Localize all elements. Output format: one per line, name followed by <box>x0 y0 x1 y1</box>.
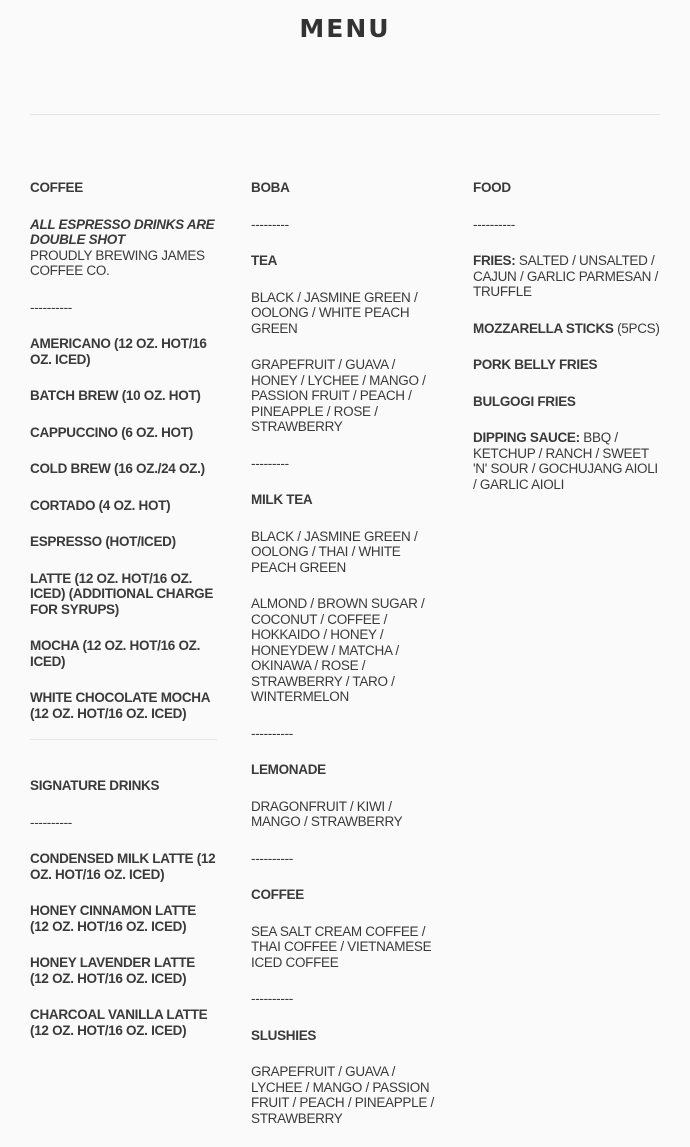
menu-item-charcoal-vanilla-latte: CHARCOAL VANILLA LATTE (12 OZ. HOT/16 OZ. ICED) <box>30 1007 208 1038</box>
fries-label: FRIES: <box>473 253 516 268</box>
menu-item-honey-lavender-latte: HONEY LAVENDER LATTE (12 OZ. HOT/16 OZ. ICED) <box>30 955 196 986</box>
coffee-separator: ---------- <box>30 299 72 315</box>
tea-flavors: GRAPEFRUIT / GUAVA / HONEY / LYCHEE / MANGO / PASSION FRUIT / PEACH / PINEAPPLE / ROSE / STRAWBERRY <box>251 357 426 434</box>
brewing-note-1: PROUDLY BREWING JAMES <box>30 247 205 263</box>
coffee-column <box>30 180 217 1059</box>
boba-coffee-flavors: SEA SALT CREAM COFFEE / THAI COFFEE / VIETNAMESE ICED COFFEE <box>251 923 432 970</box>
menu-item-cold-brew: COLD BREW (16 OZ./24 OZ.) <box>30 461 205 476</box>
boba-separator-5: ---------- <box>251 991 293 1006</box>
food-column <box>473 180 661 513</box>
menu-item-white-chocolate-mocha: WHITE CHOCOLATE MOCHA (12 OZ. HOT/16 OZ. ICED) <box>30 690 210 721</box>
milk-tea-heading: MILK TEA <box>251 492 313 507</box>
boba-separator-4: ---------- <box>251 850 293 866</box>
lemonade-heading: LEMONADE <box>251 762 326 777</box>
espresso-note-italic-1: ALL ESPRESSO DRINKS ARE <box>30 216 215 232</box>
menu-item-mocha: MOCHA (12 OZ. HOT/16 OZ. ICED) <box>30 638 201 669</box>
boba-column <box>251 180 441 1147</box>
lemonade-flavors: DRAGONFRUIT / KIWI / MANGO / STRAWBERRY <box>251 798 403 829</box>
menu-item-cappuccino: CAPPUCCINO (6 OZ. HOT) <box>30 424 193 440</box>
header-divider <box>30 114 660 115</box>
dipping-sauce-label: DIPPING SAUCE: <box>473 430 580 445</box>
milk-tea-bases: BLACK / JASMINE GREEN / OOLONG / THAI / WHITE PEACH GREEN <box>251 528 418 575</box>
coffee-section-divider <box>30 739 217 740</box>
signature-drinks-heading: SIGNATURE DRINKS <box>30 778 160 793</box>
menu-item-pork-belly-fries: PORK BELLY FRIES <box>473 357 598 372</box>
page-title: MENU <box>299 14 391 43</box>
coffee-heading: COFFEE <box>30 180 83 195</box>
menu-item-batch-brew: BATCH BREW (10 OZ. HOT) <box>30 388 201 403</box>
menu-item-condensed-milk-latte: CONDENSED MILK LATTE (12 OZ. HOT/16 OZ. ICED) <box>30 851 216 882</box>
fries-options: SALTED / UNSALTED / CAJUN / GARLIC PARMESAN / TRUFFLE <box>473 253 659 299</box>
brewing-note-2: COFFEE CO. <box>30 263 110 278</box>
espresso-note <box>30 217 217 279</box>
menu-item-cortado: CORTADO (4 OZ. HOT) <box>30 497 171 513</box>
mozzarella-detail: (5PCS) <box>613 320 660 336</box>
menu-item-bulgogi-fries: BULGOGI FRIES <box>473 393 576 409</box>
menu-item-fries <box>473 253 661 300</box>
boba-separator-3: ---------- <box>251 725 293 741</box>
slushies-heading: SLUSHIES <box>251 1027 317 1043</box>
menu-item-dipping-sauce <box>473 430 661 492</box>
mozzarella-label: MOZZARELLA STICKS <box>473 320 614 336</box>
tea-bases: BLACK / JASMINE GREEN / OOLONG / WHITE PEACH GREEN <box>251 289 418 336</box>
milk-tea-flavors: ALMOND / BROWN SUGAR / COCONUT / COFFEE / HOKKAIDO / HONEY / HONEYDEW / MATCHA / OKINAWA / ROSE / STRAWBERRY / TARO / WINTERMELON <box>251 596 425 704</box>
dipping-sauce-options: BBQ / KETCHUP / RANCH / SWEET 'N' SOUR / GOCHUJANG AIOLI / GARLIC AIOLI <box>473 430 658 492</box>
boba-heading: BOBA <box>251 180 290 195</box>
menu-item-americano: AMERICANO (12 OZ. HOT/16 OZ. ICED) <box>30 336 207 367</box>
signature-separator: ---------- <box>30 814 72 830</box>
menu-item-honey-cinnamon-latte: HONEY CINNAMON LATTE (12 OZ. HOT/16 OZ. ICED) <box>30 903 196 934</box>
menu-item-latte: LATTE (12 OZ. HOT/16 OZ. ICED) (ADDITIONAL CHARGE FOR SYRUPS) <box>30 570 214 617</box>
tea-heading: TEA <box>251 253 278 268</box>
boba-coffee-heading: COFFEE <box>251 887 304 902</box>
slushies-flavors: GRAPEFRUIT / GUAVA / LYCHEE / MANGO / PASSION FRUIT / PEACH / PINEAPPLE / STRAWBERRY <box>251 1064 434 1126</box>
food-heading: FOOD <box>473 180 511 195</box>
boba-separator-1: --------- <box>251 216 289 232</box>
menu-item-mozzarella-sticks <box>473 321 661 337</box>
boba-separator-2: --------- <box>251 455 289 471</box>
menu-item-espresso: ESPRESSO (HOT/ICED) <box>30 534 176 549</box>
espresso-note-italic-2: DOUBLE SHOT <box>30 232 125 247</box>
food-separator: ---------- <box>473 216 515 232</box>
